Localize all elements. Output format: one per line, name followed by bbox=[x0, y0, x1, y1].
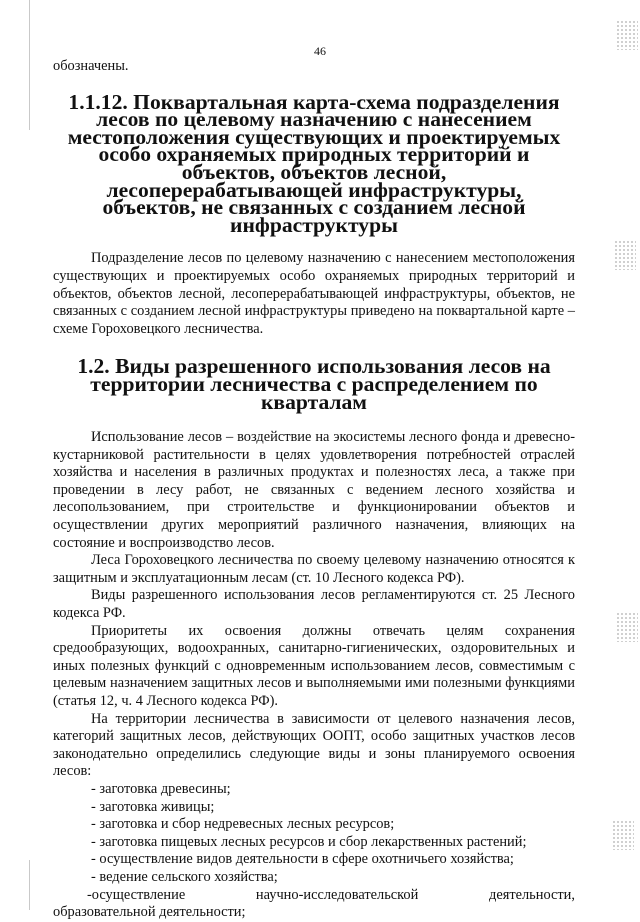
paragraph-priorities: Приоритеты их освоения должны отвечать целям сохранения средообразующих, водоохранных, санитарно-гигиенических, оздоровительных и иных полезных функций с одновременным использованием лесов, совместимым с целевым назначением защитных лесов и выполняемыми ими полезными функциями (статья 12, ч. 4 Лесного кодекса РФ). bbox=[53, 622, 575, 709]
list-item: - ведение сельского хозяйства; bbox=[91, 868, 278, 885]
scan-speck bbox=[616, 612, 638, 642]
scan-edge-mark bbox=[29, 860, 30, 910]
section-1-2-title: 1.2. Виды разрешенного использования лесов на территории лесничества с распределением по кварталам bbox=[77, 354, 551, 414]
paragraph-zones: На территории лесничества в зависимости от целевого назначения лесов, категорий защитных лесов, действующих ООПТ, особо защитных участков лесов законодательно определились следующие виды и зоны планируемого освоения лесов: bbox=[53, 710, 575, 780]
list-item-research-continuation: образовательной деятельности; bbox=[53, 904, 246, 921]
section-1-1-12-title: 1.1.12. Поквартальная карта-схема подразделения лесов по целевому назначению с нанесением местоположения существующих и проектируемых особо охраняемых природных территорий и объектов, объектов лесной, лесоперерабатывающей инфраструктуры, объектов, не связанных с созданием лесной инфраструктуры bbox=[67, 89, 561, 237]
section-1-1-12-paragraph: Подразделение лесов по целевому назначению с нанесением местоположения существующих и проектируемых особо охраняемых природных территорий и объектов, объектов лесной, лесоперерабатывающей инфраструктуры, объектов, не связанных с созданием лесной инфраструктуры приведено на поквартальной карте – схеме Гороховецкого лесничества. bbox=[53, 250, 575, 337]
page-number: 46 bbox=[314, 44, 326, 58]
paragraph-forest-purpose: Леса Гороховецкого лесничества по своему целевому назначению относятся к защитным и эксплуатационным лесам (ст. 10 Лесного кодекса РФ). bbox=[53, 552, 575, 586]
list-item-research bbox=[53, 887, 575, 905]
list-item-research-word-1: -осуществление bbox=[87, 886, 186, 903]
list-item: - осуществление видов деятельности в сфере охотничьего хозяйства; bbox=[91, 851, 514, 868]
scan-speck bbox=[614, 240, 636, 270]
list-item-research-word-3: деятельности, bbox=[489, 886, 575, 903]
list-item-research-word-2: научно-исследовательской bbox=[255, 886, 419, 903]
scan-speck bbox=[612, 820, 634, 850]
list-item: - заготовка и сбор недревесных лесных ресурсов; bbox=[91, 816, 395, 833]
list-item: - заготовка древесины; bbox=[91, 780, 231, 797]
document-body bbox=[53, 58, 575, 922]
usage-types-list bbox=[53, 781, 575, 887]
paragraph-regulation: Виды разрешенного использования лесов регламентируются ст. 25 Лесного кодекса РФ. bbox=[53, 587, 575, 622]
paragraph-forest-use: Использование лесов – воздействие на экосистемы лесного фонда и древесно-кустарниковой растительности в целях удовлетворения потребностей отраслей хозяйства и населения в различных продуктах и полезностях леса, а также при проведении в лесу работ, не связанных с ведением лесного хозяйства и лесопользованием, при строительстве и функционировании объектов и осуществлении других мероприятий различного назначения, влияющих на состояние и воспроизводство лесов. bbox=[53, 429, 575, 551]
scan-edge-mark bbox=[29, 0, 30, 130]
intro-line: обозначены. bbox=[53, 58, 129, 74]
list-item: - заготовка живицы; bbox=[91, 798, 215, 815]
list-item: - заготовка пищевых лесных ресурсов и сбор лекарственных растений; bbox=[91, 833, 527, 850]
